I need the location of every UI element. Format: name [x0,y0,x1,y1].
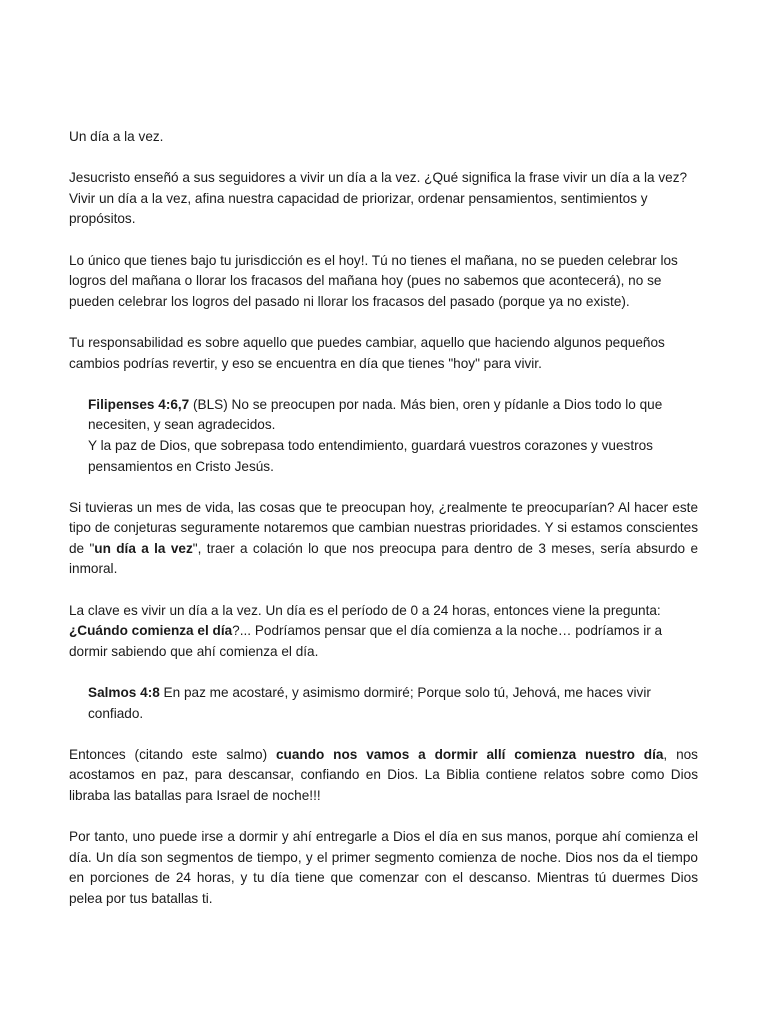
paragraph-4-bold: un día a la vez [94,540,193,556]
paragraph-4-text-b: ", traer a colación lo que nos preocupa para dentro de 3 meses, sería absurdo e inmoral. [69,540,698,577]
quote-line-1 [88,395,698,436]
bible-quote-filipenses [88,395,698,477]
paragraph-6-text-a: Entonces (citando este salmo) [69,746,276,762]
paragraph-4-text-a: Si tuvieras un mes de vida, las cosas que te preocupan hoy, ¿realmente te preocuparían? Al hacer este tipo de conjeturas seguramente notaremos que cambian nuestras prioridades. Y si estamos conscientes de " [69,499,698,556]
quote-text: (BLS) No se preocupen por nada. Más bien, oren y pídanle a Dios todo lo que necesiten, y sean agradecidos. [88,396,663,433]
quote-line-2: Y la paz de Dios, que sobrepasa todo entendimiento, guardará vuestros corazones y vuestros pensamientos en Cristo Jesús. [88,437,653,474]
document-page [69,127,698,930]
paragraph-5 [69,601,698,663]
paragraph-6 [69,745,698,807]
quote-reference: Filipenses 4:6,7 [88,396,190,412]
document-title: Un día a la vez. [69,129,164,144]
quote-salmos-reference: Salmos 4:8 [88,685,160,701]
paragraph-3: Tu responsabilidad es sobre aquello que puedes cambiar, aquello que haciendo algunos pequeños cambios podrías revertir, y eso se encuentra en día que tienes "hoy" para vivir. [69,334,665,371]
paragraph-2: Lo único que tienes bajo tu jurisdicción es el hoy!. Tú no tienes el mañana, no se pueden celebrar los logros del mañana o llorar los fracasos del mañana hoy (pues no sabemos que acontecerá), no se pueden celebrar los logros del pasado ni llorar los fracasos del pasado (porque ya no existe). [69,252,678,309]
paragraph-5-text-b: ?... Podríamos pensar que el día comienza a la noche… podríamos ir a dormir sabiendo que ahí comienza el día. [69,623,663,659]
paragraph-1: Jesucristo enseñó a sus seguidores a vivir un día a la vez. ¿Qué significa la frase vivir un día a la vez? Vivir un día a la vez, afina nuestra capacidad de priorizar, ordenar pensamientos, sentimientos y propósitos. [69,170,688,227]
paragraph-5-bold: ¿Cuándo comienza el día [69,623,233,639]
paragraph-5-text-a: La clave es vivir un día a la vez. Un día es el período de 0 a 24 horas, entonces viene la pregunta: [69,602,661,618]
bible-quote-salmos [88,683,698,724]
paragraph-6-bold: cuando nos vamos a dormir allí comienza nuestro día [275,746,664,762]
paragraph-7: Por tanto, uno puede irse a dormir y ahí entregarle a Dios el día en sus manos, porque ahí comienza el día. Un día son segmentos de tiempo, y el primer segmento comienza de noche. Dios nos da el tiempo en porciones de 24 horas, y tu día tiene que comenzar con el descanso. Mientras tú duermes Dios pelea por tus batallas ti. [69,829,698,906]
quote-salmos-line [88,683,698,724]
quote-salmos-text: En paz me acostaré, y asimismo dormiré; Porque solo tú, Jehová, me haces vivir confiado. [88,685,651,721]
paragraph-4 [69,498,698,580]
paragraph-6-text-b: , nos acostamos en paz, para descansar, confiando en Dios. La Biblia contiene relatos sobre como Dios libraba las batallas para Israel de noche!!! [69,746,698,803]
